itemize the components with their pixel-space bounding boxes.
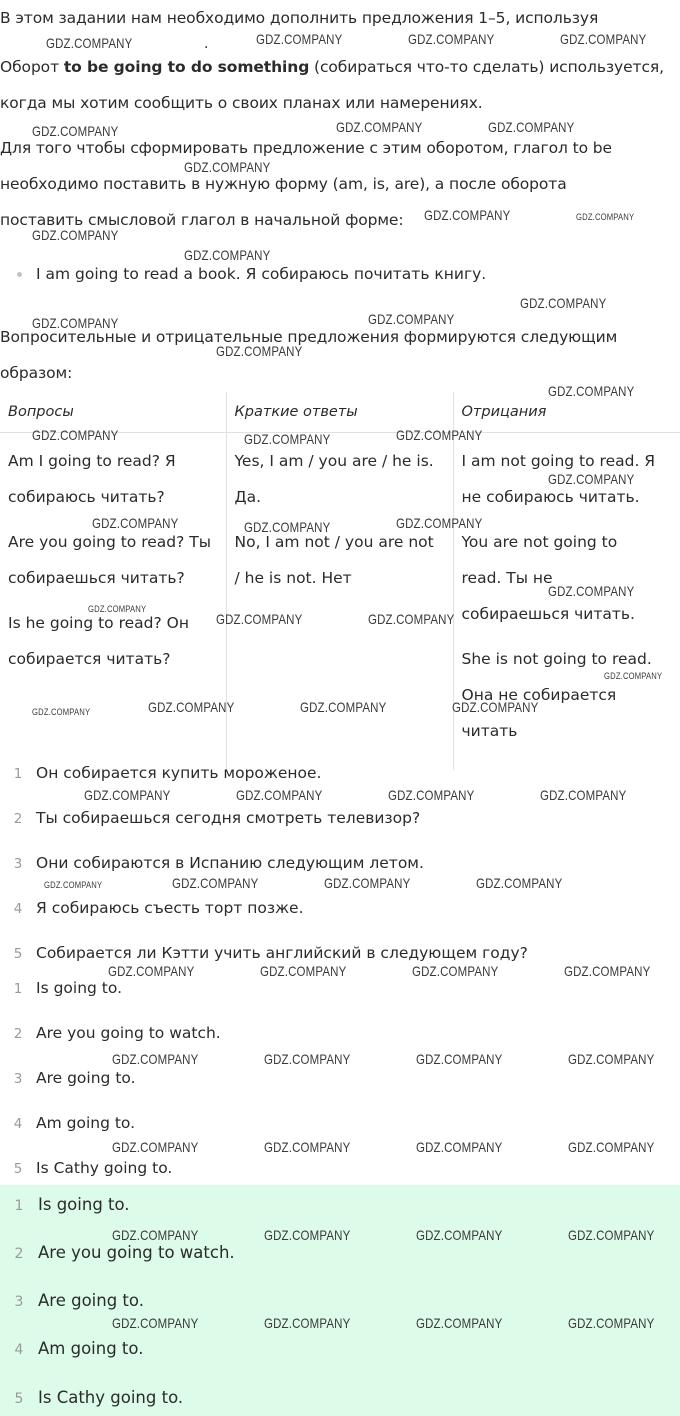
watermark: GDZ.COMPANY <box>184 159 271 175</box>
watermark: GDZ.COMPANY <box>576 212 635 222</box>
item-number: 2 <box>13 811 23 827</box>
cell-text: / he is not. Нет <box>234 568 352 587</box>
item-text: Am going to. <box>38 1339 144 1358</box>
list-item <box>0 1066 136 1091</box>
watermark: GDZ.COMPANY <box>88 604 147 614</box>
item-text: Is going to. <box>36 979 123 997</box>
watermark: GDZ.COMPANY <box>452 699 539 715</box>
watermark: GDZ.COMPANY <box>172 875 259 891</box>
cell-text: собираюсь читать? <box>8 487 165 506</box>
answer-item <box>0 1385 183 1412</box>
watermark: GDZ.COMPANY <box>368 611 455 627</box>
question-paragraph-line2: образом: <box>0 364 73 382</box>
rule-paragraph <box>0 49 680 85</box>
watermark: GDZ.COMPANY <box>408 31 495 47</box>
item-text: Are you going to watch. <box>38 1243 235 1262</box>
item-number: 4 <box>13 1116 23 1132</box>
form-paragraph-line1: Для того чтобы сформировать предложение с этим оборотом, глагол to be <box>0 139 612 157</box>
item-number: 5 <box>13 946 23 962</box>
watermark: GDZ.COMPANY <box>568 1227 655 1243</box>
watermark: GDZ.COMPANY <box>416 1315 503 1331</box>
cell-text: No, I am not / you are not <box>234 532 434 551</box>
item-text: Am going to. <box>36 1114 136 1132</box>
short-answers-cell <box>226 432 453 770</box>
watermark: GDZ.COMPANY <box>184 247 271 263</box>
watermark: GDZ.COMPANY <box>244 519 331 535</box>
watermark: GDZ.COMPANY <box>568 1315 655 1331</box>
example-item: I am going to read a book. Я собираюсь почитать книгу. <box>0 256 486 292</box>
watermark: GDZ.COMPANY <box>260 963 347 979</box>
item-text: Are you going to watch. <box>36 1024 221 1042</box>
item-text: Собирается ли Кэтти учить английский в следующем году? <box>36 944 528 962</box>
watermark: GDZ.COMPANY <box>84 787 171 803</box>
cell-text: не собираюсь читать. <box>461 487 640 506</box>
watermark: GDZ.COMPANY <box>92 515 179 531</box>
watermark: GDZ.COMPANY <box>112 1227 199 1243</box>
watermark: GDZ.COMPANY <box>548 383 635 399</box>
cell-text: Да. <box>234 487 262 506</box>
list-item <box>0 1156 172 1181</box>
item-number: 4 <box>14 1342 24 1358</box>
watermark: GDZ.COMPANY <box>416 1139 503 1155</box>
watermark: GDZ.COMPANY <box>264 1315 351 1331</box>
cell-text: читать <box>461 721 518 740</box>
answer-block <box>0 1185 680 1416</box>
rule-prefix: Оборот <box>0 58 64 76</box>
list-item <box>0 851 424 876</box>
item-number: 3 <box>13 856 23 872</box>
item-number: 5 <box>13 1161 23 1177</box>
watermark: GDZ.COMPANY <box>560 31 647 47</box>
watermark: GDZ.COMPANY <box>216 611 303 627</box>
item-number: 1 <box>13 766 23 782</box>
watermark: GDZ.COMPANY <box>416 1051 503 1067</box>
watermark: GDZ.COMPANY <box>568 1139 655 1155</box>
cell-text: Она не собирается <box>461 685 617 704</box>
cell-text: Yes, I am / you are / he is. <box>234 451 434 470</box>
watermark: GDZ.COMPANY <box>264 1227 351 1243</box>
watermark: GDZ.COMPANY <box>108 963 195 979</box>
intro-line: В этом задании нам необходимо дополнить предложения 1–5, используя <box>0 9 599 27</box>
rule-suffix: (собираться что-то сделать) используется, <box>309 58 664 76</box>
item-text: Is Cathy going to. <box>38 1388 184 1407</box>
cell-text: Is he going to read? Он <box>8 613 189 632</box>
item-text: Я собираюсь съесть торт позже. <box>36 899 304 917</box>
watermark: GDZ.COMPANY <box>32 315 119 331</box>
watermark: GDZ.COMPANY <box>324 875 411 891</box>
watermark: GDZ.COMPANY <box>216 343 303 359</box>
watermark: GDZ.COMPANY <box>476 875 563 891</box>
cell-text: собирается читать? <box>8 649 171 668</box>
table-header: Вопросы <box>0 392 226 432</box>
cell-text: I am not going to read. Я <box>461 451 656 470</box>
cell-text: You are not going to <box>461 532 618 551</box>
watermark: GDZ.COMPANY <box>264 1139 351 1155</box>
item-number: 3 <box>13 1071 23 1087</box>
watermark: GDZ.COMPANY <box>396 515 483 531</box>
watermark: GDZ.COMPANY <box>46 35 133 51</box>
watermark: GDZ.COMPANY <box>32 427 119 443</box>
item-text: Is going to. <box>38 1195 130 1214</box>
item-text: Они собираются в Испанию следующим летом. <box>36 854 424 872</box>
watermark: GDZ.COMPANY <box>236 787 323 803</box>
watermark: GDZ.COMPANY <box>368 311 455 327</box>
cell-text: She is not going to read. <box>461 649 652 668</box>
watermark: GDZ.COMPANY <box>564 963 651 979</box>
watermark: GDZ.COMPANY <box>44 880 103 890</box>
answer-item <box>0 1336 143 1363</box>
watermark: GDZ.COMPANY <box>264 1051 351 1067</box>
cell-text: собираешься читать? <box>8 568 185 587</box>
questions-cell <box>0 432 226 770</box>
watermark: GDZ.COMPANY <box>568 1051 655 1067</box>
watermark: GDZ.COMPANY <box>548 471 635 487</box>
watermark: GDZ.COMPANY <box>112 1315 199 1331</box>
watermark: GDZ.COMPANY <box>604 671 663 681</box>
question-paragraph-line1: Вопросительные и отрицательные предложения формируются следующим <box>0 328 618 346</box>
watermark: GDZ.COMPANY <box>112 1051 199 1067</box>
item-number: 4 <box>13 901 23 917</box>
watermark: GDZ.COMPANY <box>488 119 575 135</box>
item-number: 2 <box>14 1246 24 1262</box>
watermark: GDZ.COMPANY <box>112 1139 199 1155</box>
item-text: Ты собираешься сегодня смотреть телевизор? <box>36 809 421 827</box>
list-item <box>0 1111 135 1136</box>
list-item <box>0 896 304 921</box>
item-number: 5 <box>14 1391 24 1407</box>
item-text: Are going to. <box>38 1291 144 1310</box>
list-item <box>0 806 420 831</box>
list-item <box>0 1021 221 1046</box>
table-header: Отрицания <box>453 392 680 432</box>
cell-text: Are you going to read? Ты <box>8 532 211 551</box>
rule-paragraph-line2: когда мы хотим сообщить о своих планах или намерениях. <box>0 94 483 112</box>
watermark: GDZ.COMPANY <box>256 31 343 47</box>
watermark: GDZ.COMPANY <box>148 699 235 715</box>
watermark: GDZ.COMPANY <box>244 431 331 447</box>
item-text: Is Cathy going to. <box>36 1159 173 1177</box>
watermark: GDZ.COMPANY <box>336 119 423 135</box>
stray-dot: . <box>204 36 209 52</box>
watermark: GDZ.COMPANY <box>396 427 483 443</box>
watermark: GDZ.COMPANY <box>416 1227 503 1243</box>
watermark: GDZ.COMPANY <box>300 699 387 715</box>
item-number: 1 <box>14 1198 24 1214</box>
answer-item <box>0 1192 130 1219</box>
item-number: 2 <box>13 1026 23 1042</box>
form-paragraph-line3: поставить смысловой глагол в начальной форме: <box>0 211 404 229</box>
cell-text: Am I going to read? Я <box>8 451 176 470</box>
list-item <box>0 761 322 786</box>
list-item <box>0 976 122 1001</box>
table-header: Краткие ответы <box>226 392 453 432</box>
item-text: Он собирается купить мороженое. <box>36 764 322 782</box>
watermark: GDZ.COMPANY <box>548 583 635 599</box>
watermark: GDZ.COMPANY <box>32 707 91 717</box>
item-number: 3 <box>14 1294 24 1310</box>
cell-text: собираешься читать. <box>461 604 635 623</box>
item-text: Are going to. <box>36 1069 136 1087</box>
watermark: GDZ.COMPANY <box>32 227 119 243</box>
cell-text: read. Ты не <box>461 568 553 587</box>
answer-item <box>0 1240 235 1267</box>
form-paragraph-line2: необходимо поставить в нужную форму (am, is, are), а после оборота <box>0 175 567 193</box>
item-number: 1 <box>13 981 23 997</box>
watermark: GDZ.COMPANY <box>412 963 499 979</box>
watermark: GDZ.COMPANY <box>424 207 511 223</box>
watermark: GDZ.COMPANY <box>520 295 607 311</box>
watermark: GDZ.COMPANY <box>32 123 119 139</box>
answer-item <box>0 1288 144 1315</box>
watermark: GDZ.COMPANY <box>540 787 627 803</box>
rule-bold: to be going to do something <box>63 58 310 76</box>
watermark: GDZ.COMPANY <box>388 787 475 803</box>
